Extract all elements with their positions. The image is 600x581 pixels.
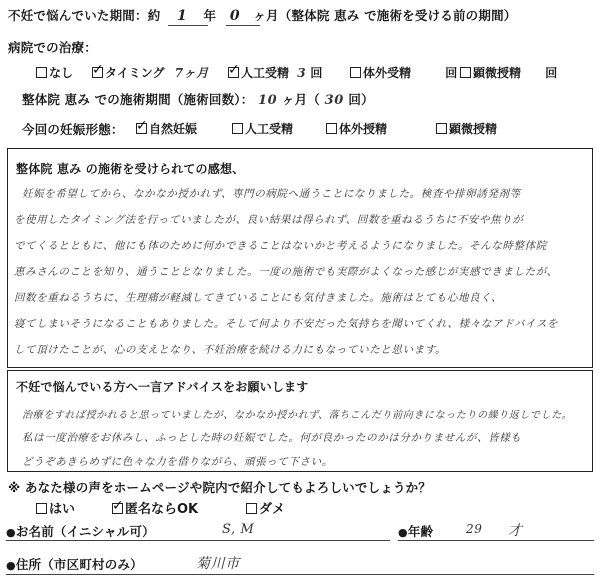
checkbox[interactable] [350, 67, 361, 78]
period-year-unit: 年 [203, 8, 217, 23]
option-label: 人工受精 [245, 122, 294, 136]
option-label: 顕微授精 [449, 122, 498, 136]
option-label: タイミング [105, 66, 165, 80]
address-row [6, 555, 143, 573]
advice-line: 私は一度治療をお休みし、ふっとした時の妊娠でした。何が良かったのかは分かりませんが、皆様も [22, 432, 522, 444]
pregnancy-option-icsi[interactable] [436, 120, 497, 137]
timing-months-value: 7ヶ月 [174, 66, 209, 80]
option-label: 自然妊娠 [149, 122, 198, 136]
pregnancy-option-natural[interactable] [136, 120, 197, 137]
checkbox[interactable] [112, 503, 123, 514]
name-label: お名前（イニシャル可） [15, 524, 155, 539]
clinic-period-row [22, 90, 374, 108]
option-label: 顕微授精 [473, 66, 522, 80]
option-label: 人工受精 [241, 66, 290, 80]
impressions-heading: 整体院 恵み の施術を受けられての感想、 [16, 162, 245, 176]
advice-line: 治療をすれば授かれると思っていましたが、なかなか授かれず、落ちこんだり前向きになったりの繰り返しでした。 [22, 410, 573, 421]
age-underline [398, 540, 594, 541]
treatment-option-timing[interactable] [92, 64, 209, 81]
option-label: なし [49, 66, 74, 80]
impressions-line: 恵みさんのことを知り、通うこととなりました。一度の施術でも実際がよくなった感じが実感できましたが、 [14, 266, 558, 278]
impressions-box [7, 148, 593, 368]
name-value[interactable]: S, M [222, 522, 255, 537]
age-value[interactable]: 29 [466, 522, 483, 536]
clinic-count-unit: 回） [348, 92, 374, 107]
bullet-icon: ● [398, 526, 408, 539]
count-unit: 回 [445, 66, 458, 80]
period-years-value: 1 [176, 8, 187, 24]
impressions-line: を使用したタイミング法を行っていましたが、良い結果は得られず、回数を重ねるうちに不安や焦りが [14, 214, 524, 226]
treatment-option-ivf[interactable] [350, 64, 457, 81]
age-row [398, 522, 433, 540]
option-label: はい [49, 502, 76, 517]
checkbox[interactable] [92, 67, 103, 78]
bullet-icon: ● [6, 526, 16, 539]
address-underline [6, 574, 594, 575]
option-label: 体外授精 [339, 122, 388, 136]
checkbox[interactable] [232, 123, 243, 134]
consent-option-no[interactable] [246, 498, 285, 517]
address-label: 住所（市区町村のみ） [15, 557, 143, 572]
hospital-treatment-label: 病院での治療： [8, 40, 97, 55]
bullet-icon: ● [6, 559, 16, 572]
name-row [6, 522, 155, 540]
advice-line: どうぞあきらめずに色々な力を借りながら、頑張って下さい。 [22, 456, 333, 468]
treatment-option-artificial-insemination[interactable] [228, 64, 322, 81]
pregnancy-option-artificial[interactable] [232, 120, 293, 137]
consent-question: ※ あなた様の声をホームページや院内で紹介してもよろしいでしょうか？ [8, 480, 432, 495]
clinic-period-label: 整体院 恵み での施術期間（施術回数）： [22, 92, 254, 107]
checkbox[interactable] [246, 503, 257, 514]
option-label: ダメ [259, 502, 286, 517]
count-unit: 回 [545, 66, 558, 80]
pregnancy-type-label: 今回の妊娠形態： [22, 122, 124, 137]
checkbox[interactable] [460, 67, 471, 78]
checkbox[interactable] [326, 123, 337, 134]
period-years-underline [168, 25, 208, 26]
period-label: 不妊で悩んでいた期間：約 [8, 8, 161, 23]
clinic-month-unit: ヶ月（ [281, 92, 320, 107]
age-unit: 才 [508, 523, 523, 539]
checkbox[interactable] [36, 503, 47, 514]
clinic-count-value: 30 [324, 93, 344, 108]
address-value[interactable]: 菊川市 [196, 556, 240, 572]
impressions-line: して頂けたことが、心の支えとなり、不妊治療を続ける力にもなっていたと思います。 [14, 344, 447, 356]
impressions-line: でてくるとともに、他にも体のために何かできることはないかと考えるようになりました。そんな時整体院 [14, 240, 547, 252]
period-months-value: 0 [229, 8, 240, 24]
checkbox[interactable] [36, 67, 47, 78]
period-row [8, 6, 516, 24]
name-underline [6, 540, 390, 541]
period-months-underline [226, 25, 260, 26]
clinic-months-value: 10 [258, 93, 278, 108]
age-label: 年齢 [407, 524, 434, 539]
checkbox[interactable] [136, 123, 147, 134]
impressions-line: 妊娠を希望してから、なかなか授かれず、専門の病院へ通うことになりました。検査や排卵誘発剤等 [22, 188, 521, 200]
checkbox[interactable] [436, 123, 447, 134]
treatment-option-none[interactable] [36, 64, 73, 81]
option-label: 匿名ならOK [125, 502, 199, 517]
period-month-unit: ヶ月（整体院 恵み で施術を受ける前の期間） [253, 8, 517, 23]
checkbox[interactable] [228, 67, 239, 78]
impressions-line: 回数を重ねるうちに、生理痛が軽減してきていることにも気付きました。施術はとても心地良く、 [14, 292, 503, 304]
consent-option-anonymous[interactable] [112, 498, 198, 517]
count-unit: 回 [310, 66, 323, 80]
pregnancy-option-ivf[interactable] [326, 120, 387, 137]
advice-heading: 不妊で悩んでいる方へ一言アドバイスをお願いします [16, 380, 309, 394]
consent-option-yes[interactable] [36, 498, 75, 517]
treatment-option-icsi[interactable] [460, 64, 557, 81]
impressions-line: 寝てしまいそうになることもありました。そして何より不安だった気持ちを聞いてくれ、様々なアドバイスを [14, 318, 559, 330]
option-label: 体外受精 [363, 66, 412, 80]
artificial-count-value: 3 [297, 66, 307, 80]
